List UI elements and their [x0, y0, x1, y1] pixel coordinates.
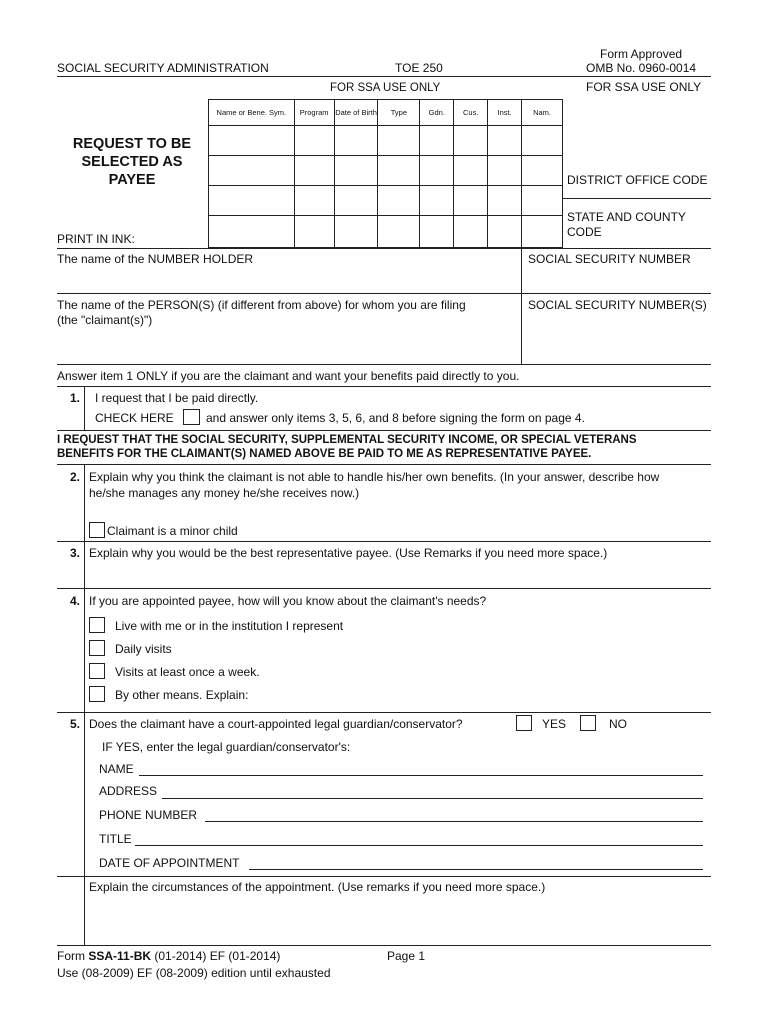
grid-cell[interactable]	[209, 126, 295, 156]
minor-child-label: Claimant is a minor child	[107, 524, 238, 538]
item4-text: If you are appointed payee, how will you know about the claimant's needs?	[89, 594, 487, 608]
item2-top-rule	[57, 464, 711, 465]
claimant-bottom-rule	[57, 364, 711, 365]
form-title-line2: SELECTED AS	[81, 154, 183, 170]
ssa-use-only-center: FOR SSA USE ONLY	[330, 82, 441, 94]
appointment-date-label: DATE OF APPOINTMENT	[99, 856, 240, 870]
grid-cell[interactable]	[522, 126, 563, 156]
weekly-visits-checkbox[interactable]	[89, 663, 105, 679]
if-yes-instruction: IF YES, enter the legal guardian/conservator's:	[102, 740, 351, 754]
guardian-name-field[interactable]	[139, 775, 703, 776]
daily-visits-checkbox[interactable]	[89, 640, 105, 656]
request-statement-line1: I REQUEST THAT THE SOCIAL SECURITY, SUPPLEMENTAL SECURITY INCOME, OR SPECIAL VETERANS	[57, 434, 637, 446]
district-office-code: DISTRICT OFFICE CODE	[567, 173, 708, 187]
number-holder-label: The name of the NUMBER HOLDER	[57, 252, 254, 266]
grid-cell[interactable]	[294, 186, 334, 216]
item1-number: 1.	[70, 391, 81, 405]
grid-cell[interactable]	[454, 216, 488, 248]
grid-cell[interactable]	[522, 216, 563, 248]
form-prefix: Form	[57, 949, 89, 963]
items-number-divider	[84, 464, 85, 946]
item1-intro: Answer item 1 ONLY if you are the claimant and want your benefits paid directly to you.	[57, 369, 520, 383]
live-with-me-label: Live with me or in the institution I represent	[115, 619, 344, 633]
form-title-line3: PAYEE	[108, 172, 156, 188]
grid-cell[interactable]	[488, 216, 522, 248]
grid-cell[interactable]	[209, 216, 295, 248]
grid-cell[interactable]	[420, 186, 454, 216]
item2-line2: he/she manages any money he/she receives now.)	[89, 486, 360, 500]
number-holder-rule	[57, 248, 711, 249]
grid-cell[interactable]	[488, 186, 522, 216]
claimant-label-1: The name of the PERSON(S) (if different from above) for whom you are filing	[57, 298, 466, 312]
print-in-ink: PRINT IN INK:	[57, 232, 135, 246]
grid-cell[interactable]	[488, 156, 522, 186]
omb-number: OMB No. 0960-0014	[586, 61, 697, 75]
grid-cell[interactable]	[294, 216, 334, 248]
form-id-line	[57, 949, 280, 963]
item3-bottom-rule	[57, 588, 711, 589]
request-statement-line2: BENEFITS FOR THE CLAIMANT(S) NAMED ABOVE BE PAID TO ME AS REPRESENTATIVE PAYEE.	[57, 448, 592, 460]
grid-cell[interactable]	[378, 126, 420, 156]
other-means-label: By other means. Explain:	[115, 688, 249, 702]
col-name-bene-sym: Name or Bene. Sym.	[209, 100, 295, 126]
grid-cell[interactable]	[454, 126, 488, 156]
item4-bottom-rule	[57, 712, 711, 713]
item5-text: Does the claimant have a court-appointed legal guardian/conservator?	[89, 717, 463, 731]
paid-directly-checkbox[interactable]	[183, 409, 200, 425]
page-number: Page 1	[387, 949, 426, 963]
form-title-line1: REQUEST TO BE	[72, 136, 192, 152]
grid-cell[interactable]	[420, 156, 454, 186]
col-gdn: Gdn.	[420, 100, 454, 126]
grid-cell[interactable]	[488, 126, 522, 156]
item4-number: 4.	[70, 594, 81, 608]
claimant-rule	[57, 293, 711, 294]
grid-cell[interactable]	[334, 156, 378, 186]
grid-cell[interactable]	[378, 216, 420, 248]
explain-top-rule	[57, 876, 711, 877]
daily-visits-label: Daily visits	[115, 642, 172, 656]
item1-after-text: and answer only items 3, 5, 6, and 8 before signing the form on page 4.	[206, 411, 585, 425]
ssa-use-only-right: FOR SSA USE ONLY	[586, 80, 702, 94]
item1-top-rule	[57, 386, 711, 387]
grid-cell[interactable]	[334, 126, 378, 156]
guardian-no-checkbox[interactable]	[580, 715, 596, 731]
header-rule-right	[562, 76, 711, 77]
guardian-title-field[interactable]	[135, 845, 703, 846]
weekly-visits-label: Visits at least once a week.	[115, 665, 260, 679]
grid-cell[interactable]	[209, 186, 295, 216]
guardian-yes-checkbox[interactable]	[516, 715, 532, 731]
grid-cell[interactable]	[294, 126, 334, 156]
col-date-of-birth: Date of Birth	[334, 100, 378, 126]
guardian-phone-label: PHONE NUMBER	[99, 808, 198, 822]
grid-cell[interactable]	[334, 186, 378, 216]
item3-number: 3.	[70, 546, 81, 560]
ssn-divider	[521, 248, 522, 364]
claimant-ssn-label: SOCIAL SECURITY NUMBER(S)	[528, 298, 707, 312]
guardian-yes-label: YES	[542, 717, 567, 731]
form-id: SSA-11-BK	[88, 949, 152, 963]
grid-cell[interactable]	[522, 156, 563, 186]
agency-name: SOCIAL SECURITY ADMINISTRATION	[57, 61, 269, 75]
minor-child-checkbox[interactable]	[89, 522, 105, 538]
guardian-title-label: TITLE	[99, 832, 132, 846]
explain-appointment-text: Explain the circumstances of the appointment. (Use remarks if you need more space.)	[89, 880, 546, 894]
col-nam: Nam.	[522, 100, 563, 126]
grid-cell[interactable]	[454, 156, 488, 186]
toe-code: TOE 250	[395, 61, 443, 75]
other-means-checkbox[interactable]	[89, 686, 105, 702]
item1-text: I request that I be paid directly.	[95, 391, 259, 405]
grid-cell[interactable]	[420, 216, 454, 248]
state-county-code-2: CODE	[567, 225, 602, 239]
grid-cell[interactable]	[378, 156, 420, 186]
grid-cell[interactable]	[522, 186, 563, 216]
item2-number: 2.	[70, 470, 81, 484]
header-rule	[57, 76, 562, 77]
col-inst: Inst.	[488, 100, 522, 126]
check-here-label: CHECK HERE	[95, 411, 174, 425]
live-with-me-checkbox[interactable]	[89, 617, 105, 633]
grid-cell[interactable]	[378, 186, 420, 216]
col-cus: Cus.	[454, 100, 488, 126]
appointment-date-field[interactable]	[249, 869, 703, 870]
item1-number-divider	[84, 386, 85, 430]
guardian-no-label: NO	[609, 717, 627, 731]
col-program: Program	[294, 100, 334, 126]
grid-cell[interactable]	[294, 156, 334, 186]
guardian-address-label: ADDRESS	[99, 784, 158, 798]
district-rule	[562, 198, 711, 199]
grid-cell[interactable]	[420, 126, 454, 156]
form-approved: Form Approved	[600, 47, 683, 61]
item1-bottom-rule	[57, 430, 711, 431]
grid-cell[interactable]	[454, 186, 488, 216]
page-bottom-rule	[57, 945, 711, 946]
guardian-address-field[interactable]	[162, 798, 703, 799]
grid-cell[interactable]	[209, 156, 295, 186]
item2-line1: Explain why you think the claimant is not able to handle his/her own benefits. (In your answer, describe how	[89, 470, 660, 484]
col-type: Type	[378, 100, 420, 126]
item2-bottom-rule	[57, 541, 711, 542]
grid-cell[interactable]	[334, 216, 378, 248]
item3-text: Explain why you would be the best representative payee. (Use Remarks if you need more space.)	[89, 546, 608, 560]
form-edition: (01-2014) EF (01-2014)	[151, 949, 281, 963]
guardian-name-label: NAME	[99, 762, 134, 776]
state-county-code-1: STATE AND COUNTY	[567, 210, 686, 224]
ssa-use-grid	[208, 99, 563, 248]
edition-note: Use (08-2009) EF (08-2009) edition until exhausted	[57, 966, 331, 980]
item5-number: 5.	[70, 717, 81, 731]
ssn-label: SOCIAL SECURITY NUMBER	[528, 252, 691, 266]
claimant-label-2: (the "claimant(s)")	[57, 313, 153, 327]
guardian-phone-field[interactable]	[205, 821, 703, 822]
